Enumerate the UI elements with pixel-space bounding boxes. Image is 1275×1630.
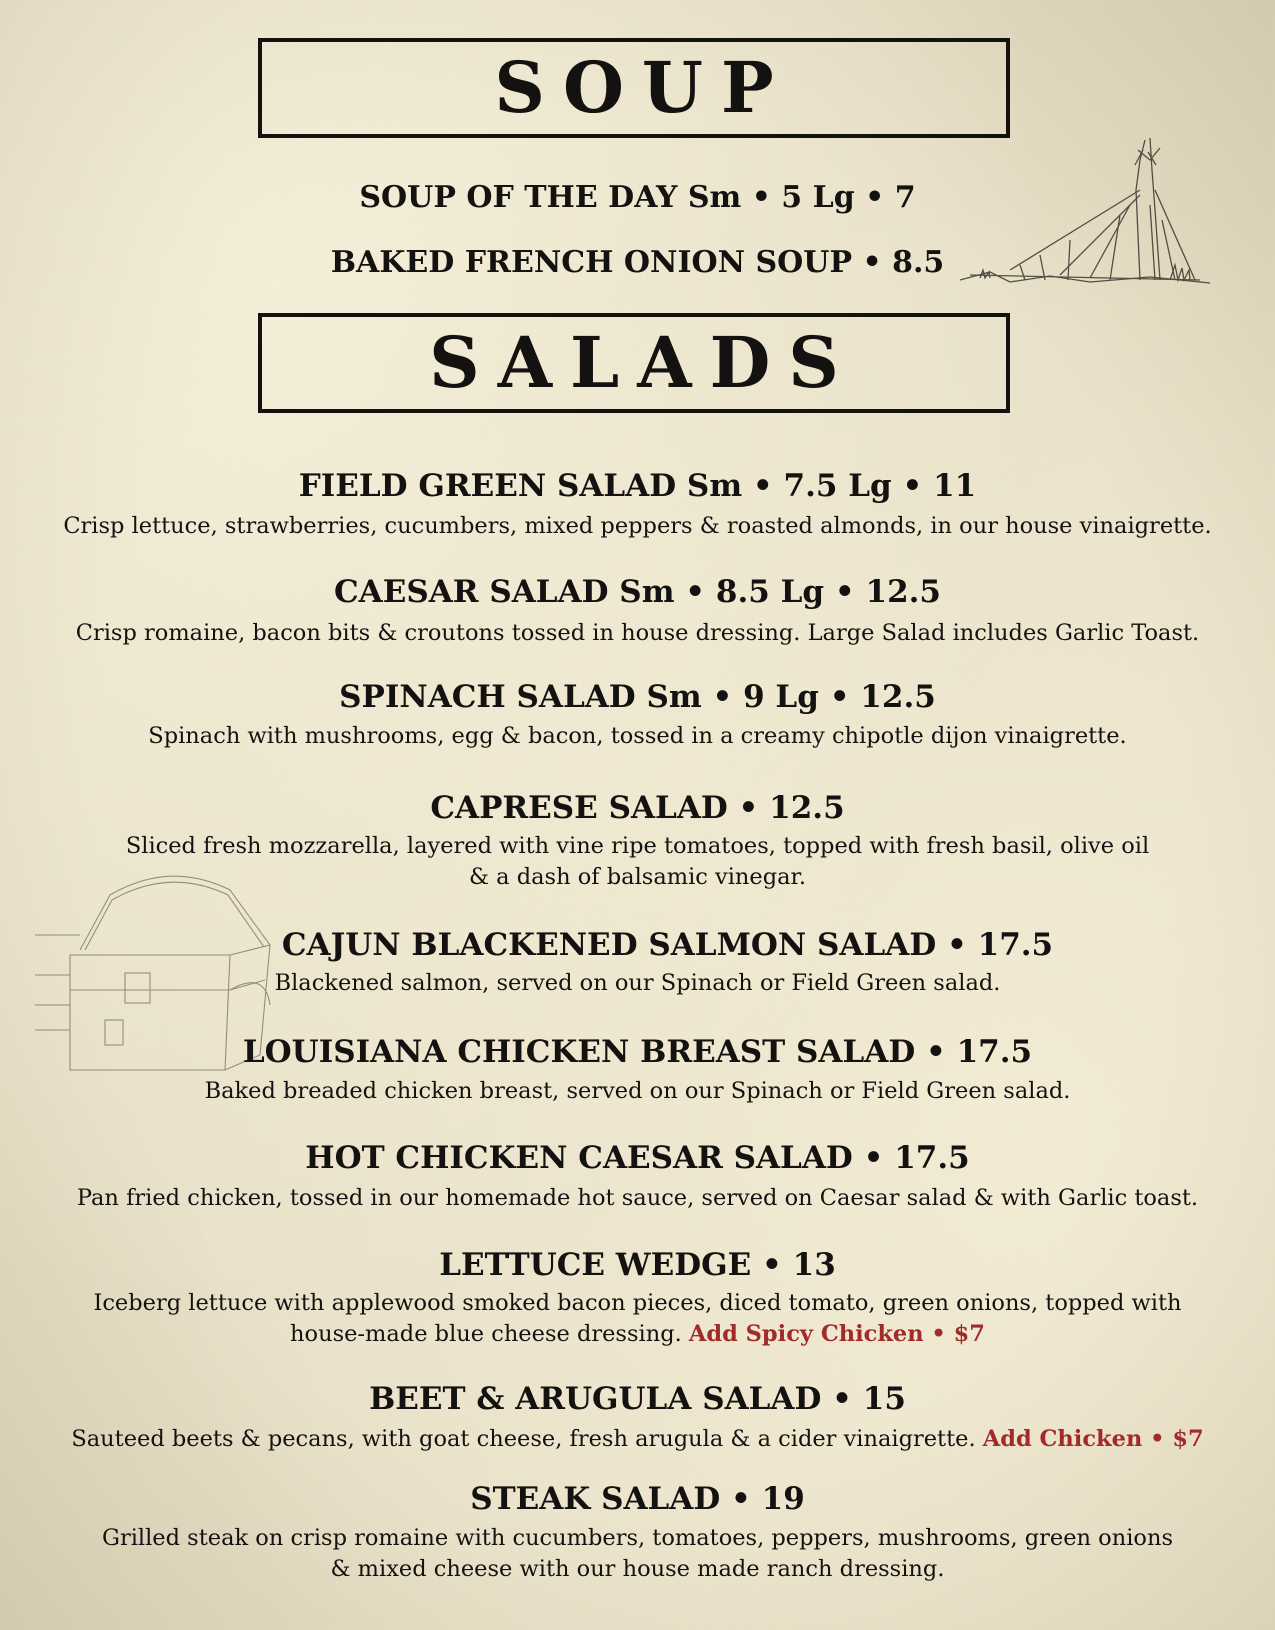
menu-item-desc-line: Sauteed beets & pecans, with goat cheese, fresh arugula & a cider vinaigrette. — [71, 1426, 976, 1452]
menu-item-name: FIELD GREEN SALAD Sm • 7.5 Lg • 11 — [298, 468, 977, 504]
menu-item-name: CAESAR SALAD Sm • 8.5 Lg • 12.5 — [334, 574, 941, 610]
menu-item-desc: Crisp romaine, bacon bits & croutons tossed in house dressing. Large Salad includes Garlic Toast. — [75, 620, 1200, 646]
menu-item-desc: Pan fried chicken, tossed in our homemade hot sauce, served on Caesar salad & with Garlic toast. — [76, 1185, 1199, 1211]
menu-item-desc-line: Grilled steak on crisp romaine with cucumbers, tomatoes, peppers, mushrooms, green onions — [101, 1525, 1173, 1551]
add-on-price: Add Spicy Chicken • $7 — [688, 1321, 985, 1347]
salads-title: SALADS — [429, 321, 857, 404]
menu-item-name: CAPRESE SALAD • 12.5 — [430, 790, 845, 826]
soup-title: SOUP — [494, 46, 792, 129]
menu-item-desc — [60, 1288, 1215, 1350]
menu-item-name: BEET & ARUGULA SALAD • 15 — [369, 1381, 906, 1417]
menu-item-desc — [60, 1523, 1215, 1585]
soup-item: SOUP OF THE DAY Sm • 5 Lg • 7 — [359, 180, 916, 215]
menu-item-desc: Crisp lettuce, strawberries, cucumbers, mixed peppers & roasted almonds, in our house vinaigrette. — [63, 513, 1212, 539]
salads-header-box — [258, 313, 1010, 413]
menu-item-desc: Blackened salmon, served on our Spinach or Field Green salad. — [274, 970, 1001, 996]
add-on-price: Add Chicken • $7 — [982, 1426, 1204, 1452]
soup-header-box — [258, 38, 1010, 138]
tent-sketch — [950, 130, 1215, 295]
menu-item-desc-line: Iceberg lettuce with applewood smoked bacon pieces, diced tomato, green onions, topped with — [93, 1290, 1182, 1316]
menu-item-desc-line: & a dash of balsamic vinegar. — [468, 864, 806, 890]
menu-item-desc — [60, 831, 1215, 893]
menu-item-desc-line: & mixed cheese with our house made ranch dressing. — [330, 1556, 945, 1582]
menu-item-name: LETTUCE WEDGE • 13 — [439, 1247, 836, 1283]
menu-item-name: STEAK SALAD • 19 — [470, 1481, 805, 1517]
menu-item-name: CAJUN BLACKENED SALMON SALAD • 17.5 — [281, 927, 1054, 963]
menu-item-desc: Baked breaded chicken breast, served on our Spinach or Field Green salad. — [204, 1078, 1071, 1104]
menu-item-desc-line: Sliced fresh mozzarella, layered with vine ripe tomatoes, topped with fresh basil, olive oil — [125, 833, 1150, 859]
menu-item-desc: Spinach with mushrooms, egg & bacon, tossed in a creamy chipotle dijon vinaigrette. — [148, 723, 1127, 749]
menu-item-name: LOUISIANA CHICKEN BREAST SALAD • 17.5 — [242, 1034, 1033, 1070]
soup-item: BAKED FRENCH ONION SOUP • 8.5 — [330, 245, 945, 280]
menu-item-name: SPINACH SALAD Sm • 9 Lg • 12.5 — [339, 679, 936, 715]
menu-item-name: HOT CHICKEN CAESAR SALAD • 17.5 — [305, 1140, 970, 1176]
menu-item-desc — [40, 1424, 1235, 1455]
menu-item-desc-line: house-made blue cheese dressing. — [290, 1321, 682, 1347]
